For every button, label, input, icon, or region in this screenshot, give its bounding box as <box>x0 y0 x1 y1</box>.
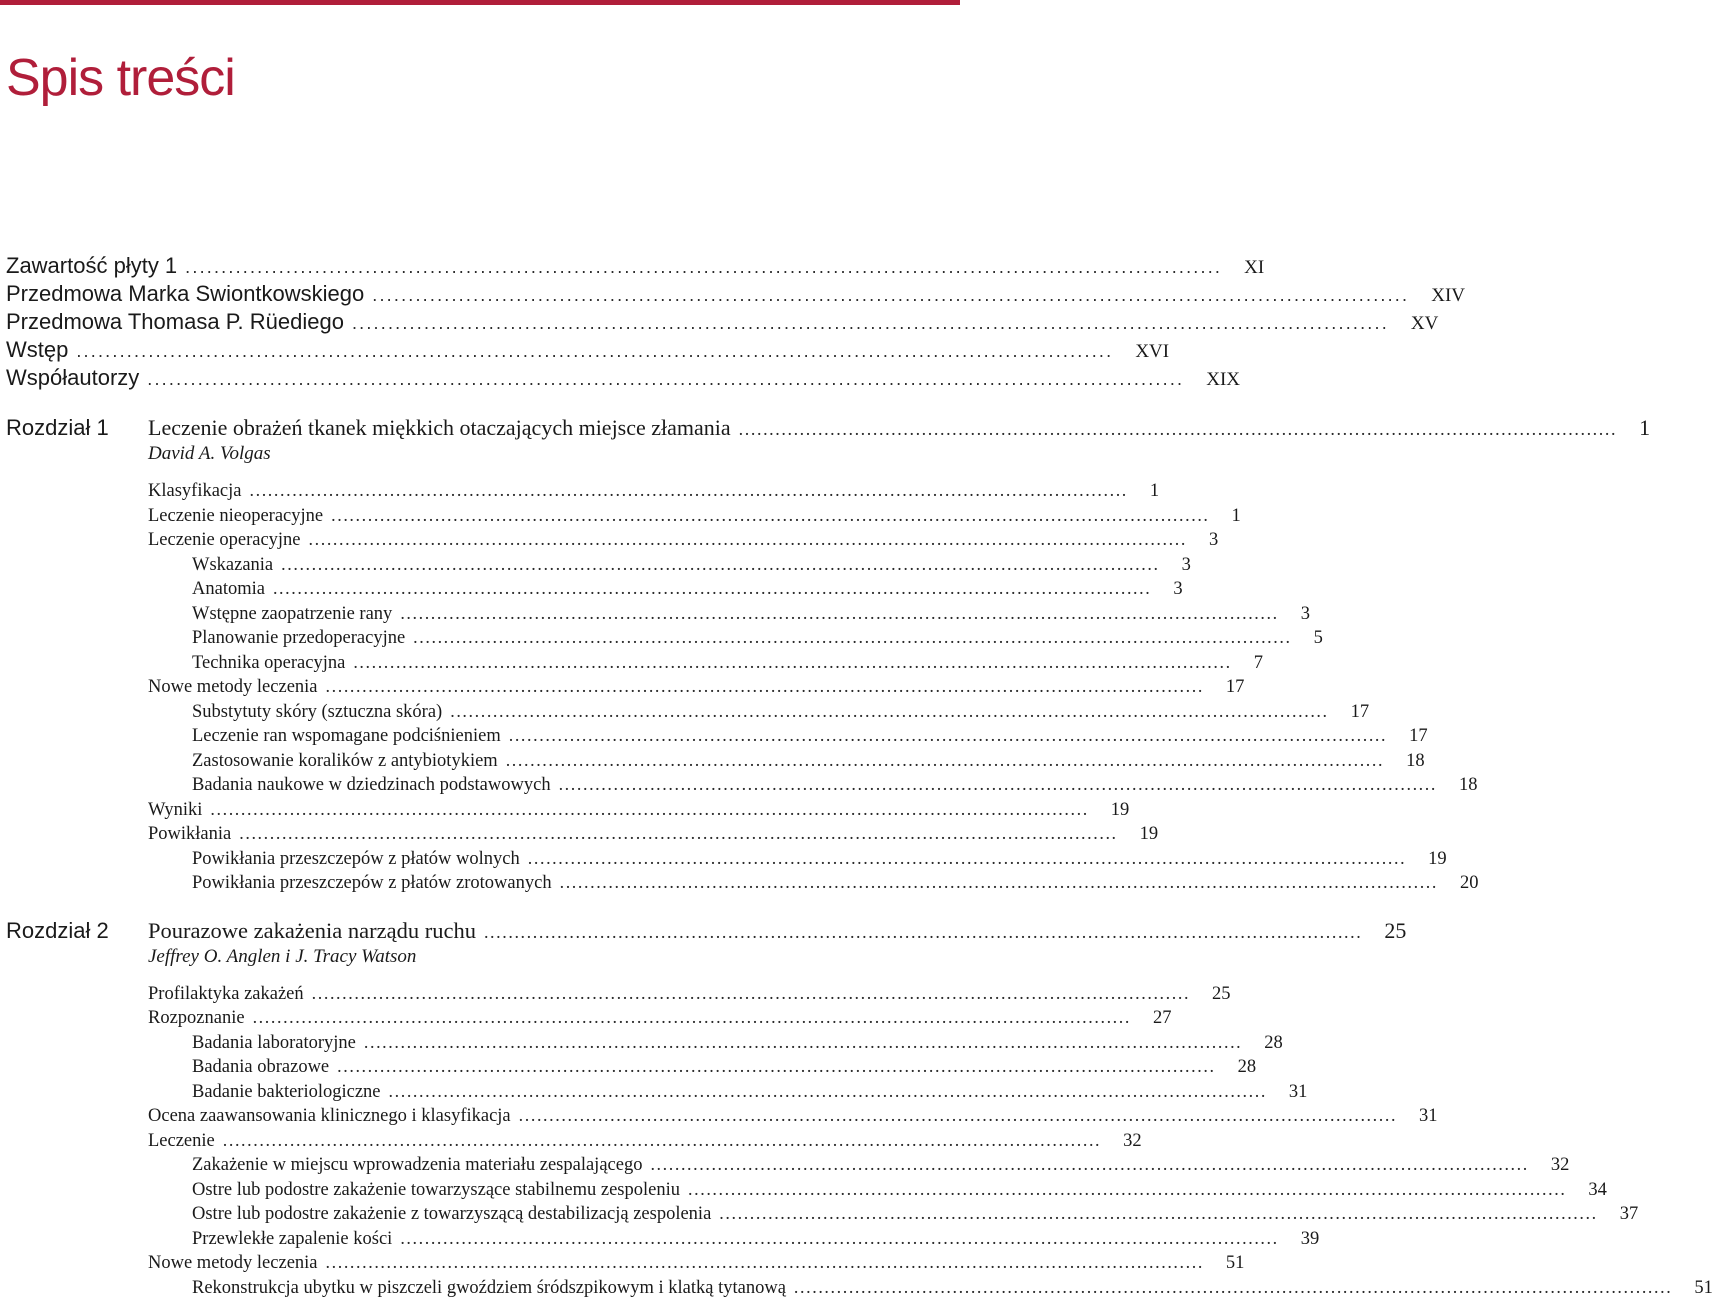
toc-page-number: 17 <box>1409 726 1428 746</box>
toc-page-number: 51 <box>1225 1253 1245 1273</box>
page-title: Spis treści <box>6 49 235 107</box>
toc-page-number: 20 <box>1460 873 1479 893</box>
toc-page-number: 18 <box>1406 751 1425 771</box>
toc-page-number: 1 <box>1231 506 1241 526</box>
toc-page-number: 3 <box>1300 604 1310 624</box>
toc-entry-title: Wyniki <box>148 800 203 820</box>
dot-leader: ................................................................................................................................................ <box>239 823 1118 843</box>
chapter-title: Pourazowe zakażenia narządu ruchu <box>148 918 476 943</box>
toc-entry[interactable] <box>148 674 1245 698</box>
toc-entry-front-5[interactable] <box>6 363 1241 393</box>
toc-page-number: 34 <box>1588 1180 1607 1200</box>
dot-leader: ................................................................................................................................................ <box>222 1130 1102 1150</box>
toc-subentry[interactable] <box>192 1030 1283 1054</box>
toc-subentry[interactable] <box>192 1079 1308 1103</box>
toc-entry[interactable] <box>148 1128 1142 1152</box>
toc-subentry[interactable] <box>192 748 1425 772</box>
dot-leader: ................................................................................................................................................ <box>400 1228 1279 1248</box>
toc-page-number: 5 <box>1313 628 1323 648</box>
dot-leader: ................................................................................................................................................ <box>325 1252 1204 1272</box>
toc-entry[interactable] <box>148 1005 1172 1029</box>
toc-entry-title: Zawartość płyty 1 <box>6 253 178 278</box>
toc-page-number: XIX <box>1206 369 1241 390</box>
toc-subentry[interactable] <box>192 1201 1639 1225</box>
toc-page-number: 3 <box>1173 579 1183 599</box>
toc-entry-title: Badania obrazowe <box>192 1057 330 1077</box>
dot-leader: ................................................................................................................................................ <box>400 603 1279 623</box>
toc-entry-title: Zakażenie w miejscu wprowadzenia materiału zespalającego <box>192 1155 643 1175</box>
chapter-authors: Jeffrey O. Anglen i J. Tracy Watson <box>148 946 417 967</box>
dot-leader: ................................................................................................................................................ <box>483 922 1363 942</box>
toc-entry-title: Nowe metody leczenia <box>148 677 318 697</box>
toc-entry[interactable] <box>148 1250 1245 1274</box>
dot-leader: ................................................................................................................................................ <box>527 848 1407 868</box>
dot-leader: ................................................................................................................................................ <box>559 872 1438 892</box>
toc-entry-title: Ostre lub podostre zakażenie z towarzyszącą destabilizacją zespolenia <box>192 1204 712 1224</box>
toc-entry[interactable] <box>148 527 1219 551</box>
toc-entry-title: Rekonstrukcja ubytku w piszczeli gwoździem śródszpikowym i klatką tytanową <box>192 1278 786 1298</box>
toc-page-number: 27 <box>1152 1008 1172 1028</box>
toc-entry-title: Ostre lub podostre zakażenie towarzyszące stabilnemu zespoleniu <box>192 1180 681 1200</box>
toc-entry[interactable] <box>148 981 1231 1005</box>
toc-entry-title: Leczenie nieoperacyjne <box>148 506 324 526</box>
toc-entry-front-2[interactable] <box>6 279 1465 309</box>
toc-page-number: 3 <box>1181 555 1191 575</box>
toc-entry-title: Leczenie <box>148 1131 215 1151</box>
toc-page-number: 32 <box>1550 1155 1570 1175</box>
toc-page-number: 19 <box>1428 849 1447 869</box>
dot-leader: ................................................................................................................................................ <box>76 341 1114 361</box>
toc-entry[interactable] <box>148 821 1159 845</box>
dot-leader: ................................................................................................................................................ <box>508 725 1388 745</box>
toc-subentry[interactable] <box>192 1275 1713 1299</box>
toc-page-number: 39 <box>1300 1229 1320 1249</box>
toc-entry-front-4[interactable] <box>6 335 1170 365</box>
toc-page-number: 37 <box>1619 1204 1639 1224</box>
chapter-title: Leczenie obrażeń tkanek miękkich otaczających miejsce złamania <box>148 415 731 440</box>
dot-leader: ................................................................................................................................................ <box>252 1007 1131 1027</box>
toc-subentry[interactable] <box>192 870 1479 894</box>
dot-leader: ................................................................................................................................................ <box>558 774 1437 794</box>
toc-entry-title: Ocena zaawansowania klinicznego i klasyfikacja <box>148 1106 511 1126</box>
toc-page-number: 25 <box>1212 984 1231 1004</box>
toc-page-number: 32 <box>1123 1131 1142 1151</box>
toc-entry-title: Technika operacyjna <box>192 653 346 673</box>
toc-entry-title: Klasyfikacja <box>148 481 242 501</box>
dot-leader: ................................................................................................................................................ <box>353 652 1232 672</box>
toc-entry-front-3[interactable] <box>6 307 1439 337</box>
dot-leader: ................................................................................................................................................ <box>388 1081 1267 1101</box>
dot-leader: ................................................................................................................................................ <box>351 313 1389 333</box>
toc-entry-title: Nowe metody leczenia <box>148 1253 318 1273</box>
toc-entry-title: Wskazania <box>192 555 274 575</box>
toc-entry-title: Współautorzy <box>6 365 140 390</box>
toc-subentry[interactable] <box>192 601 1310 625</box>
toc-subentry[interactable] <box>192 723 1428 747</box>
dot-leader: ................................................................................................................................................ <box>518 1105 1398 1125</box>
top-rule <box>0 0 960 5</box>
chapter-title-entry[interactable] <box>148 916 1407 946</box>
toc-page-number: 51 <box>1694 1278 1713 1298</box>
toc-page-number: 17 <box>1225 677 1245 697</box>
toc-subentry[interactable] <box>192 552 1191 576</box>
toc-entry[interactable] <box>148 478 1160 502</box>
toc-page-number: XV <box>1410 313 1439 334</box>
toc-page-number: 25 <box>1384 918 1407 943</box>
dot-leader: ................................................................................................................................................ <box>450 701 1329 721</box>
chapter-authors: David A. Volgas <box>148 443 271 464</box>
dot-leader: ................................................................................................................................................ <box>413 627 1292 647</box>
toc-entry-title: Rozpoznanie <box>148 1008 245 1028</box>
toc-subentry[interactable] <box>192 1226 1320 1250</box>
toc-subentry[interactable] <box>192 1054 1257 1078</box>
toc-subentry[interactable] <box>192 650 1263 674</box>
toc-entry-title: Leczenie operacyjne <box>148 530 301 550</box>
toc-page-number: 31 <box>1288 1082 1308 1102</box>
dot-leader: ................................................................................................................................................ <box>311 983 1191 1003</box>
toc-entry-title: Przedmowa Marka Swiontkowskiego <box>6 281 365 306</box>
toc-page-number: 7 <box>1253 653 1263 673</box>
dot-leader: ................................................................................................................................................ <box>719 1203 1598 1223</box>
dot-leader: ................................................................................................................................................ <box>738 419 1618 439</box>
toc-subentry[interactable] <box>192 846 1447 870</box>
toc-entry-title: Wstępne zaopatrzenie rany <box>192 604 393 624</box>
toc-entry-title: Leczenie ran wspomagane podciśnieniem <box>192 726 501 746</box>
toc-page-number: 28 <box>1264 1033 1283 1053</box>
toc-page-number: 1 <box>1639 415 1651 440</box>
dot-leader: ................................................................................................................................................ <box>281 554 1160 574</box>
dot-leader: ................................................................................................................................................ <box>793 1277 1673 1297</box>
dot-leader: ................................................................................................................................................ <box>185 257 1223 277</box>
toc-entry-title: Substytuty skóry (sztuczna skóra) <box>192 702 443 722</box>
chapter-label: Rozdział 2 <box>6 918 109 943</box>
toc-entry-front-1[interactable] <box>6 251 1265 281</box>
toc-subentry[interactable] <box>192 625 1323 649</box>
toc-subentry[interactable] <box>192 576 1183 600</box>
dot-leader: ................................................................................................................................................ <box>272 578 1152 598</box>
toc-entry-title: Powikłania <box>148 824 232 844</box>
toc-page-number: XVI <box>1135 341 1170 362</box>
toc-entry-title: Planowanie przedoperacyjne <box>192 628 406 648</box>
toc-page-number: 31 <box>1419 1106 1438 1126</box>
toc-entry-title: Badanie bakteriologiczne <box>192 1082 381 1102</box>
toc-subentry[interactable] <box>192 772 1478 796</box>
toc-page-number: XI <box>1244 257 1265 278</box>
dot-leader: ................................................................................................................................................ <box>372 285 1410 305</box>
toc-entry-title: Profilaktyka zakażeń <box>148 984 304 1004</box>
chapter-title-entry[interactable] <box>148 413 1651 443</box>
dot-leader: ................................................................................................................................................ <box>331 505 1210 525</box>
toc-entry-title: Przewlekłe zapalenie kości <box>192 1229 393 1249</box>
dot-leader: ................................................................................................................................................ <box>337 1056 1216 1076</box>
toc-entry-title: Badania naukowe w dziedzinach podstawowych <box>192 775 551 795</box>
toc-page-number: 17 <box>1350 702 1370 722</box>
toc-page-number: 19 <box>1139 824 1159 844</box>
toc-page-number: 18 <box>1458 775 1478 795</box>
dot-leader: ................................................................................................................................................ <box>308 529 1187 549</box>
toc-entry-title: Powikłania przeszczepów z płatów zrotowanych <box>192 873 552 893</box>
dot-leader: ................................................................................................................................................ <box>363 1032 1243 1052</box>
dot-leader: ................................................................................................................................................ <box>505 750 1385 770</box>
toc-entry[interactable] <box>148 1103 1438 1127</box>
toc-entry-title: Powikłania przeszczepów z płatów wolnych <box>192 849 520 869</box>
toc-page-number: 1 <box>1149 481 1160 501</box>
toc-entry[interactable] <box>148 797 1130 821</box>
dot-leader: ................................................................................................................................................ <box>688 1179 1567 1199</box>
toc-entry[interactable] <box>148 503 1241 527</box>
toc-page-number: 28 <box>1237 1057 1257 1077</box>
toc-page-number: 3 <box>1208 530 1219 550</box>
dot-leader: ................................................................................................................................................ <box>210 799 1089 819</box>
chapter-label: Rozdział 1 <box>6 415 109 440</box>
toc-entry-title: Badania laboratoryjne <box>192 1033 356 1053</box>
dot-leader: ................................................................................................................................................ <box>249 480 1128 500</box>
toc-entry-title: Anatomia <box>192 579 265 599</box>
toc-entry-title: Zastosowanie koralików z antybiotykiem <box>192 751 498 771</box>
dot-leader: ................................................................................................................................................ <box>325 676 1204 696</box>
dot-leader: ................................................................................................................................................ <box>650 1154 1529 1174</box>
dot-leader: ................................................................................................................................................ <box>147 369 1185 389</box>
toc-page-number: 19 <box>1110 800 1130 820</box>
toc-subentry[interactable] <box>192 1177 1607 1201</box>
toc-subentry[interactable] <box>192 1152 1570 1176</box>
toc-page-number: XIV <box>1431 285 1465 306</box>
toc-subentry[interactable] <box>192 699 1370 723</box>
toc-entry-title: Wstęp <box>6 337 69 362</box>
toc-entry-title: Przedmowa Thomasa P. Rüediego <box>6 309 344 334</box>
